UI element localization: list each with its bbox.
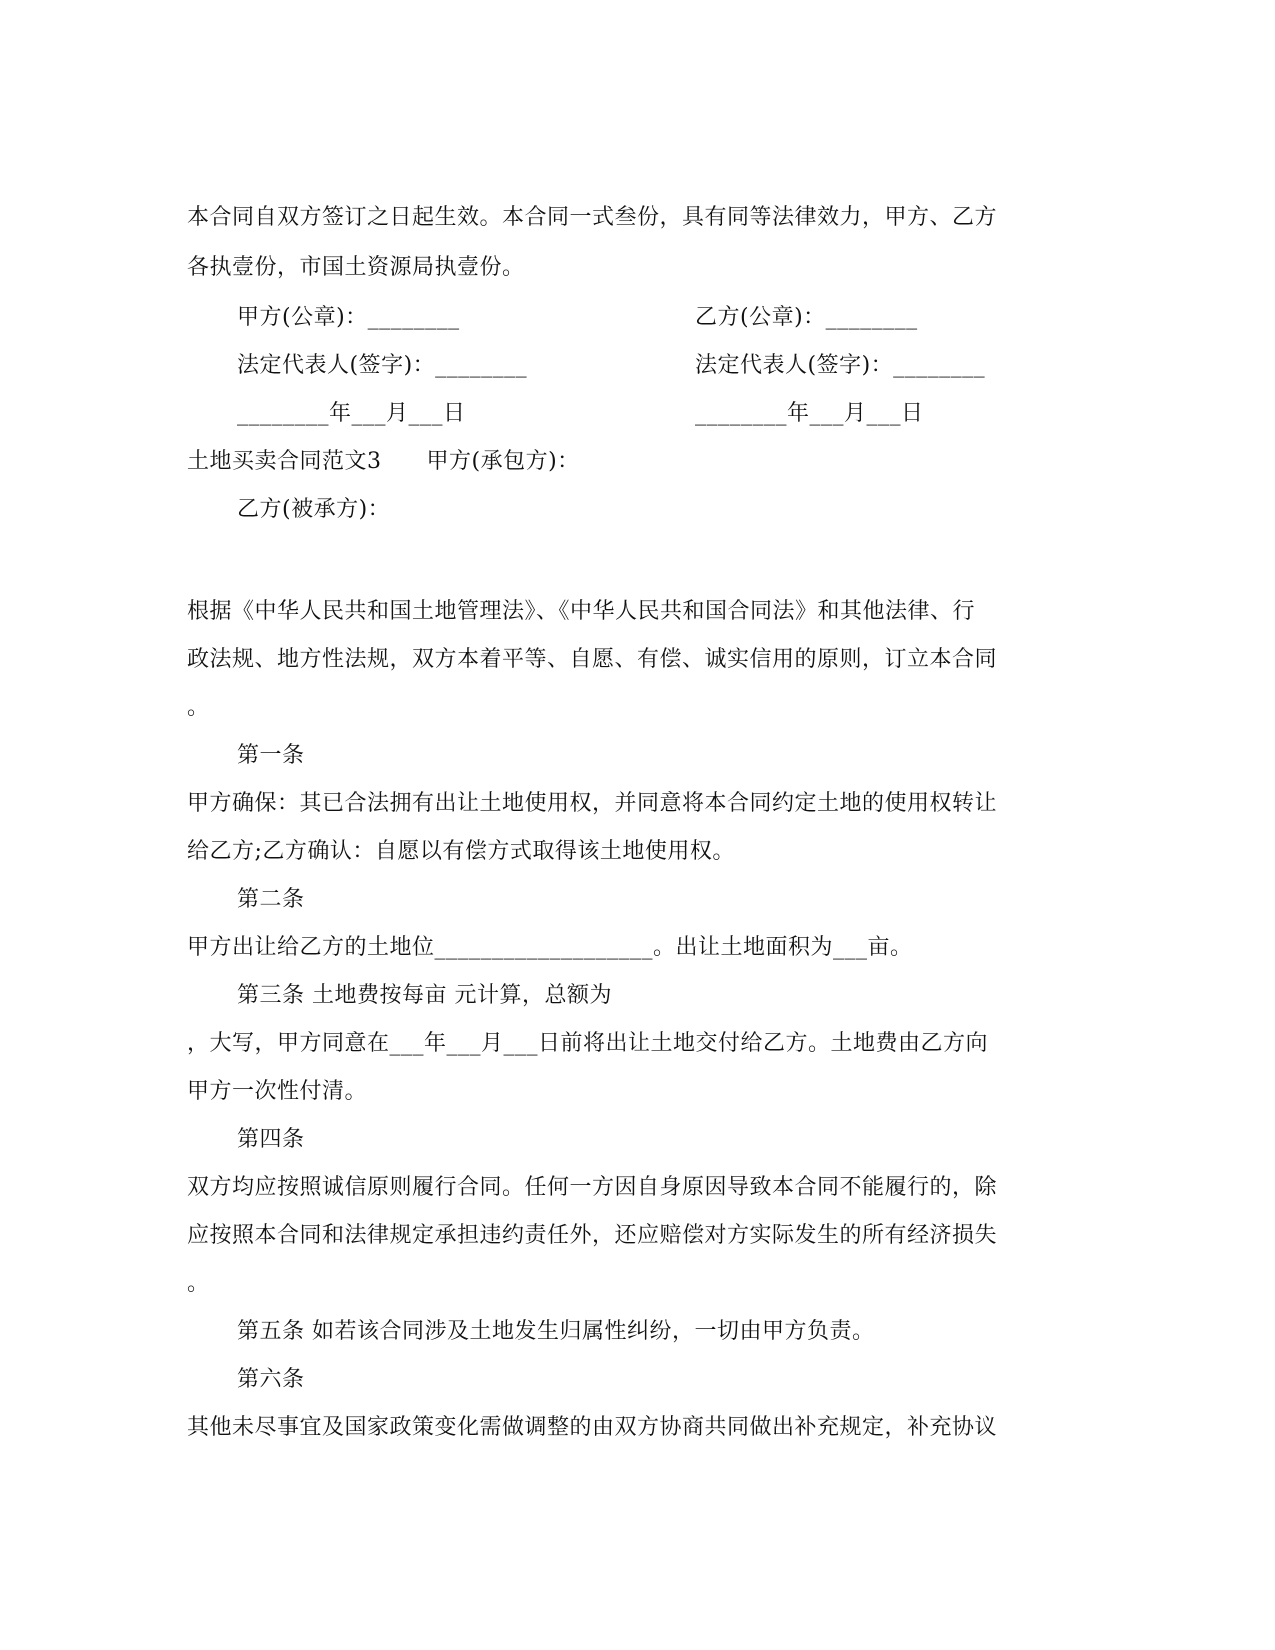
preamble-line-2: 政法规、地方性法规，双方本着平等、自愿、有偿、诚实信用的原则，订立本合同 <box>187 647 998 672</box>
article-4-title: 第四条 <box>237 1127 305 1152</box>
party-b-label: 乙方(被承方)： <box>237 497 391 522</box>
party-b-seal: 乙方(公章)：________ <box>695 305 918 330</box>
article-3-title: 第三条 土地费按每亩 元计算，总额为 <box>237 983 612 1008</box>
party-a-date: ________年___月___日 <box>237 401 466 426</box>
article-2-title: 第二条 <box>237 887 305 912</box>
article-6-line-1: 其他未尽事宜及国家政策变化需做调整的由双方协商共同做出补充规定，补充协议 <box>187 1415 998 1440</box>
effect-line-1: 本合同自双方签订之日起生效。本合同一式叁份，具有同等法律效力，甲方、乙方 <box>187 205 998 230</box>
effect-line-2: 各执壹份，市国土资源局执壹份。 <box>187 255 525 280</box>
party-b-date: ________年___月___日 <box>695 401 924 426</box>
party-a-representative: 法定代表人(签字)：________ <box>237 353 528 378</box>
preamble-line-3: 。 <box>187 695 210 720</box>
party-a-seal: 甲方(公章)：________ <box>237 305 460 330</box>
article-6-title: 第六条 <box>237 1367 305 1392</box>
article-4-line-3: 。 <box>187 1271 210 1296</box>
article-1-title: 第一条 <box>237 743 305 768</box>
party-b-representative: 法定代表人(签字)：________ <box>695 353 986 378</box>
article-4-line-1: 双方均应按照诚信原则履行合同。任何一方因自身原因导致本合同不能履行的，除 <box>187 1175 998 1200</box>
article-3-line-1: ，大写，甲方同意在___年___月___日前将出让土地交付给乙方。土地费由乙方向 <box>187 1031 989 1056</box>
article-5-title: 第五条 如若该合同涉及土地发生归属性纠纷，一切由甲方负责。 <box>237 1319 875 1344</box>
contract-title-3: 土地买卖合同范文3 甲方(承包方)： <box>187 449 580 474</box>
article-3-line-2: 甲方一次性付清。 <box>187 1079 368 1104</box>
article-2-line-1: 甲方出让给乙方的土地位___________________。出让土地面积为___亩。 <box>187 935 913 960</box>
article-1-line-1: 甲方确保：其已合法拥有出让土地使用权，并同意将本合同约定土地的使用权转让 <box>187 791 998 816</box>
preamble-line-1: 根据《中华人民共和国土地管理法》、《中华人民共和国合同法》和其他法律、行 <box>187 599 976 624</box>
article-4-line-2: 应按照本合同和法律规定承担违约责任外，还应赔偿对方实际发生的所有经济损失 <box>187 1223 998 1248</box>
article-1-line-2: 给乙方;乙方确认：自愿以有偿方式取得该土地使用权。 <box>187 839 735 864</box>
